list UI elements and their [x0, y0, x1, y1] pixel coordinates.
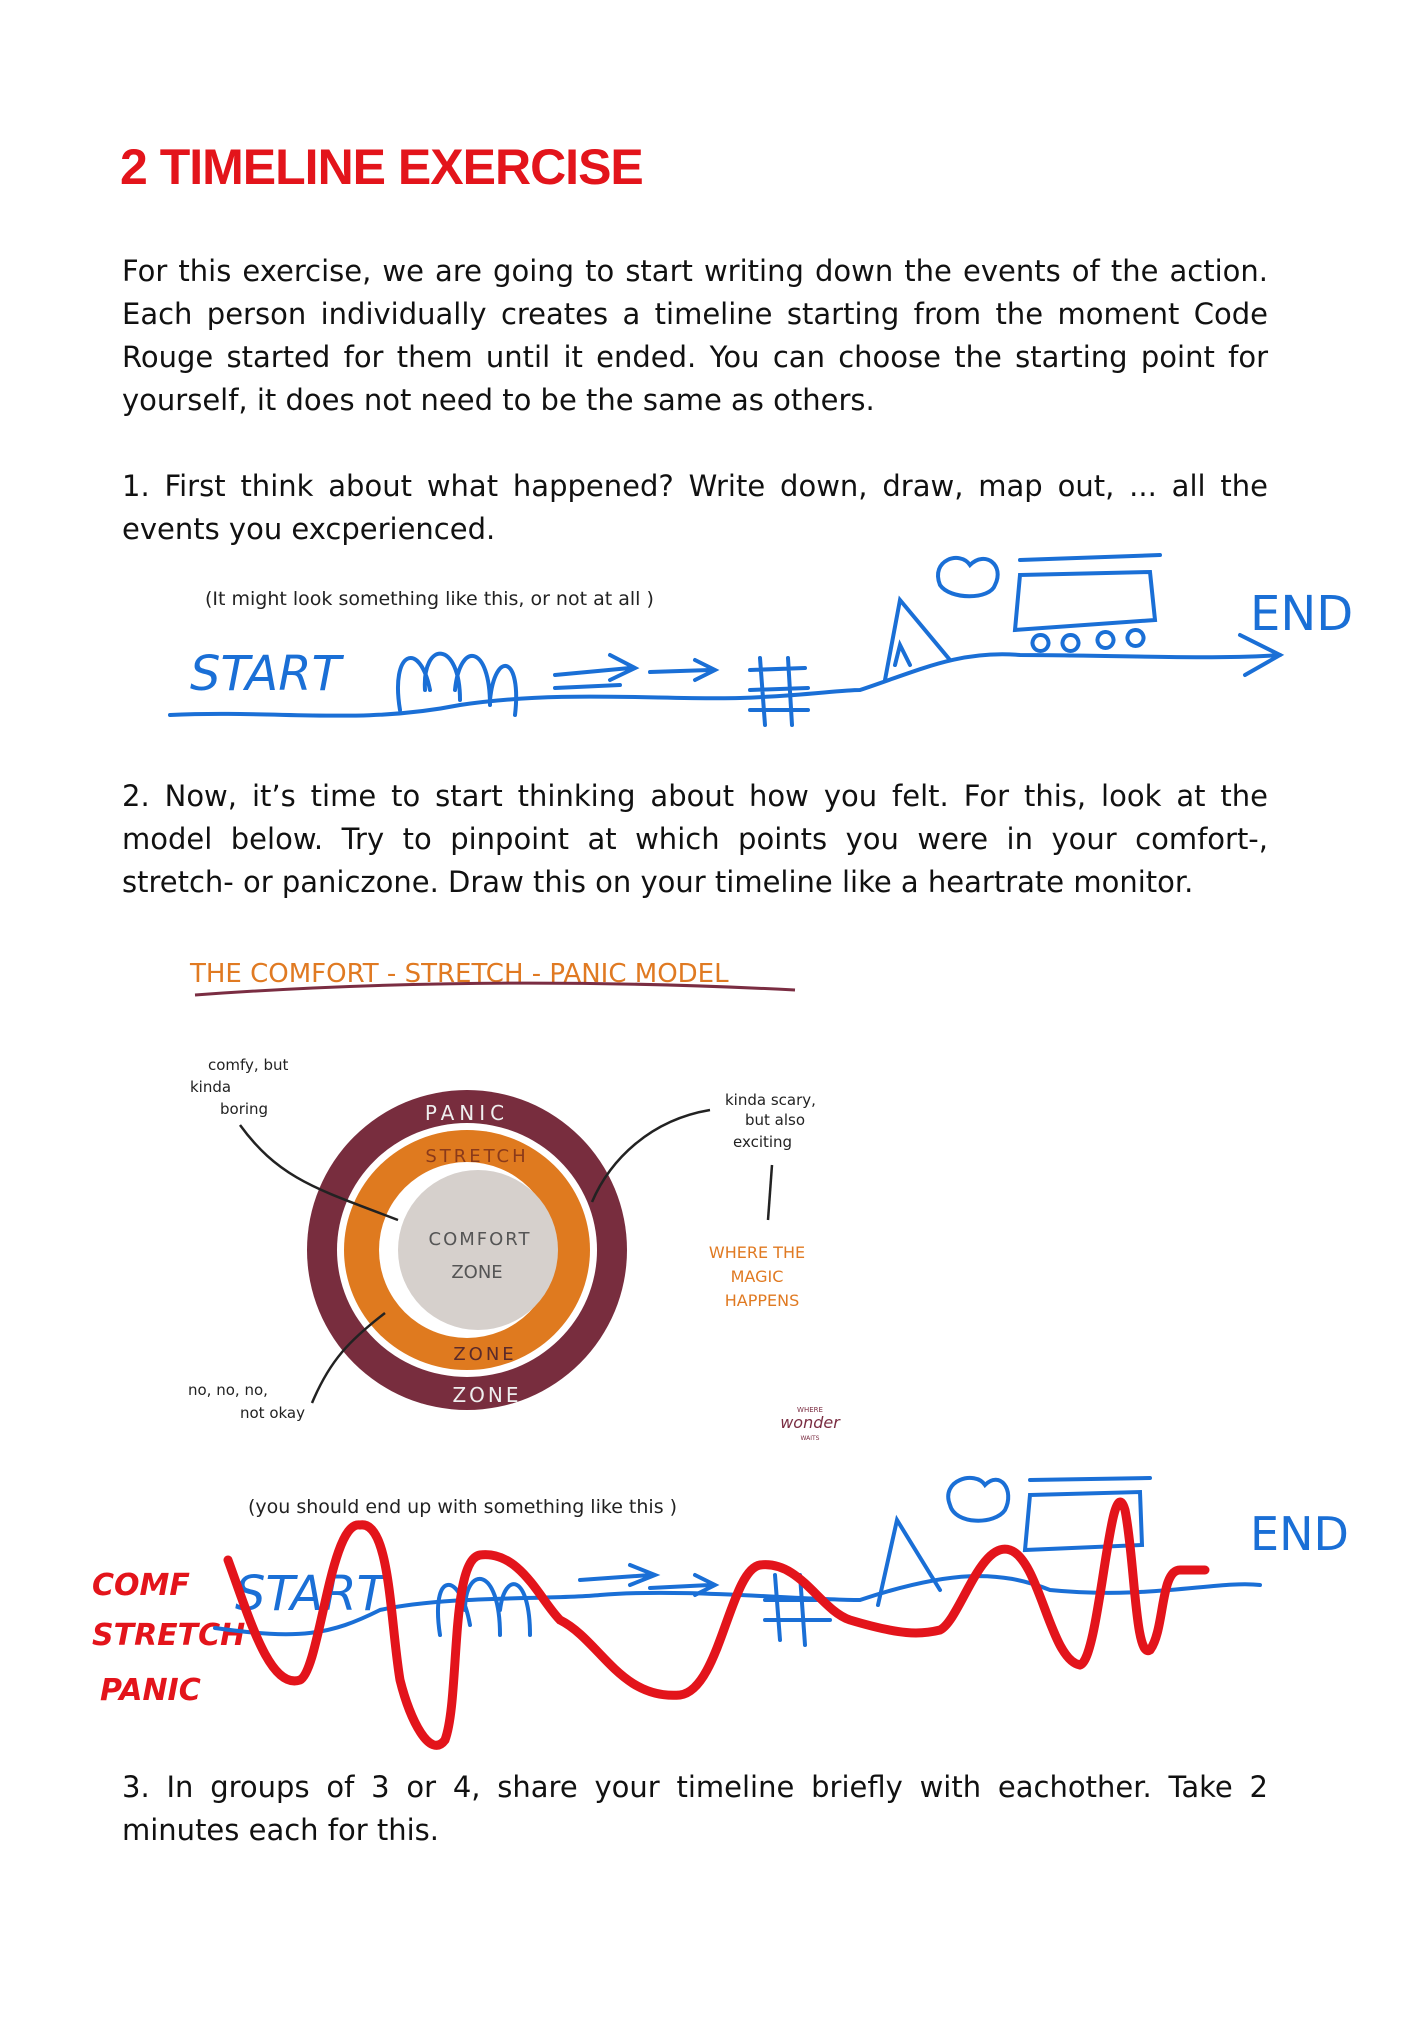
note-stretch-line: exciting — [733, 1133, 793, 1151]
arrows-icon — [555, 655, 715, 688]
step-text: First think about what happened? Write down, draw, map out, ... all the events you excperienced. — [122, 469, 1269, 546]
magic-line: MAGIC — [730, 1267, 784, 1286]
cloud-icon — [948, 1478, 1008, 1521]
svg-text:WHERE: WHERE — [797, 1406, 823, 1414]
note-stretch-line: but also — [745, 1111, 806, 1129]
note-comfort-line: comfy, but — [208, 1056, 289, 1074]
timeline-sketch-1 — [160, 540, 1380, 740]
railway-icon — [750, 658, 808, 725]
step-number: 2. — [122, 779, 150, 813]
end-label: END — [1250, 586, 1354, 642]
comfort-label: COMFORT — [428, 1229, 532, 1250]
sketch2-caption: (you should end up with something like this ) — [248, 1496, 678, 1518]
truck-icon — [1015, 555, 1160, 651]
cloud-icon — [938, 558, 998, 596]
stretch-label: STRETCH — [425, 1146, 529, 1167]
svg-text:wonder: wonder — [780, 1413, 840, 1432]
mountain-icon — [885, 600, 950, 680]
comfort-zone-label: ZONE — [451, 1262, 503, 1283]
step-text: In groups of 3 or 4, share your timeline briefly with eachother. Take 2 minutes each for this. — [122, 1770, 1269, 1847]
timeline-sketch-2 — [0, 1460, 1428, 1760]
trees-icon — [438, 1579, 530, 1635]
model-title: THE COMFORT - STRETCH - PANIC MODEL — [190, 959, 729, 989]
note-panic-line: no, no, no, — [188, 1381, 268, 1399]
level-stretch: STRETCH — [92, 1618, 246, 1653]
comfort-zone — [398, 1170, 558, 1330]
level-panic: PANIC — [100, 1673, 201, 1708]
where-wonder-waits-logo — [780, 1406, 841, 1442]
panic-label: PANIC — [424, 1101, 510, 1125]
start-label: START — [190, 646, 341, 702]
step-number: 3. — [122, 1770, 150, 1804]
note-stretch-line: kinda scary, — [725, 1091, 816, 1109]
svg-text:WAITS: WAITS — [800, 1435, 820, 1442]
note-panic-line: not okay — [240, 1404, 306, 1422]
railway-icon — [765, 1575, 830, 1645]
step-number: 1. — [122, 469, 150, 503]
page-title: 2 TIMELINE EXERCISE — [120, 139, 643, 195]
magic-line: HAPPENS — [724, 1291, 800, 1310]
comfort-stretch-panic-model — [0, 920, 900, 1460]
arrow-magic — [768, 1165, 772, 1220]
step-text: Now, it’s time to start thinking about how you felt. For this, look at the model below. Try to pinpoint at which points you were in your comfort-, stretch- or paniczone. Draw this on your timeline like a heartrate monitor. — [122, 779, 1269, 899]
note-comfort-line: kinda — [190, 1078, 232, 1096]
end-label: END — [1250, 1507, 1349, 1561]
level-comf: COMF — [92, 1568, 190, 1603]
sketch1-caption: (It might look something like this, or not at all ) — [205, 588, 654, 610]
arrows-icon — [580, 1565, 715, 1595]
start-label: START — [235, 1566, 386, 1622]
step-3 — [122, 1766, 1268, 1852]
step-2 — [122, 775, 1268, 904]
intro-paragraph: For this exercise, we are going to start writing down the events of the action. Each person individually creates a timeline starting from the moment Code Rouge started for them until it ended. You can choose the starting point for yourself, it does not need to be the same as others. — [122, 254, 1268, 417]
magic-line: WHERE THE — [708, 1243, 806, 1262]
emotion-line — [228, 1502, 1205, 1745]
panic-zone-label: ZONE — [452, 1383, 522, 1407]
step-1 — [122, 465, 1268, 551]
stretch-zone-label: ZONE — [453, 1344, 517, 1365]
note-comfort-line: boring — [220, 1100, 269, 1118]
